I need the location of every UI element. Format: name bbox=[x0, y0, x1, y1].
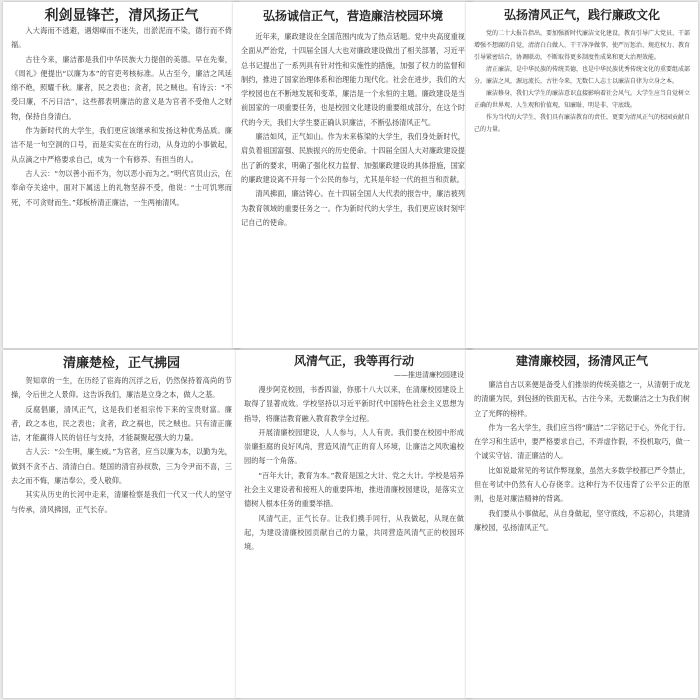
page-subtitle: ——推进清廉校园建设 bbox=[394, 371, 464, 379]
page-body bbox=[474, 28, 690, 136]
paragraph: 漫步阿克校园，书香四溢，你那十八大以来，在清廉校园建设上取得了显著成效。学校坚持以习近平新时代中国特色社会主义思想为指导，将廉洁教育融入教育教学全过程。 bbox=[244, 385, 464, 423]
document-page-6 bbox=[466, 350, 698, 698]
paragraph: 古往今来，廉洁都是我们中华民族大力提倡的美德。早在先秦，《周礼》便提出“以廉为本”的官吏考核标准。从古至今，廉洁之风延绵不绝，照耀千秋。廉者，民之表也；贪者，民之贼也。有诗云：“不受曰廉，不污曰洁”，这些都表明廉洁的意义是为官者不受他人之财物，保持自身清白。 bbox=[11, 54, 232, 121]
page-body bbox=[244, 383, 464, 555]
paragraph: 作为一名大学生，我们应当将“廉洁”二字铭记于心，外化于行。在学习和生活中，要严格要求自己，不弄虚作假，不投机取巧，做一个诚实守信、清正廉洁的人。 bbox=[474, 422, 690, 461]
paragraph: 廉洁自古以来便是备受人们推崇的传统美德之一，从清朝于成龙的清廉为民，到包拯的铁面无私，古往今来，无数廉洁之士为我们树立了光辉的榜样。 bbox=[474, 380, 690, 418]
paragraph: 比如说最常见的考试作弊现象，虽然大多数学校都已严令禁止，但在考试中仍然有人心存侥幸。这种行为不仅违背了公平公正的原则，也是对廉洁精神的背离。 bbox=[474, 465, 690, 504]
page-body bbox=[11, 374, 232, 517]
page-body bbox=[241, 30, 465, 230]
paragraph: 作为当代的大学生，我们具有廉洁教育的责任，更要为清风正气的校园贡献自己的力量。 bbox=[474, 114, 691, 133]
paragraph: “百年大计，教育为本。”教育是国之大计、党之大计。学校是培养社会主义建设者和接班人的重要阵地，推进清廉校园建设，是落实立德树人根本任务的重要举措。 bbox=[244, 470, 464, 509]
page-title: 利剑显锋芒，清风扬正气 bbox=[44, 8, 199, 24]
page-body bbox=[11, 24, 232, 210]
document-page-2 bbox=[233, 2, 473, 348]
paragraph: 风清气正，正气长存。让我们携手同行，从我做起，从现在做起，为建设清廉校园贡献自己的力量，共同营造风清气正的校园环境。 bbox=[244, 513, 464, 552]
paragraph: 古人云：“勿以善小而不为，勿以恶小而为之。”明代官员山云，在奉命夺关途中，面对下属送上的礼物坚辞不受，他说：“士可饥寒而死，不可贪财而生。”郑板桥清正廉洁，一生两袖清风。 bbox=[11, 168, 232, 207]
page-title: 清廉楚检，正气拂园 bbox=[62, 356, 180, 371]
paragraph: 廉洁如风，正气如山。作为未来栋梁的大学生，我们身处新时代，肩负着祖国富强、民族振兴的历史使命。十四届全国人大对廉政建设提出了新的要求，明确了强化权力监督、加强廉政建设的具体措施，国家的廉政建设离不开每一个公民的参与，尤其是年轻一代的担当和贡献。 bbox=[241, 132, 465, 184]
paragraph: 古人云：“公生明，廉生威。”为官者，应当以廉为本，以勤为先，做到不贪不占、清清白白。楚国的清官孙叔敖，三为令尹而不喜，三去之而不悔，廉洁奉公，受人敬仰。 bbox=[11, 447, 232, 486]
page-title: 风清气正，我等再行动 bbox=[293, 354, 414, 368]
paragraph: 清正廉洁，是中华民族的传统美德，也是中华民族优秀传统文化的重要组成部分。廉洁之风，源远流长。古往今来，无数仁人志士以廉洁自律为立身之本。 bbox=[474, 66, 691, 85]
paragraph: 入大海而不逃避，遇烟瘴而不迷失，出淤泥而不染，德行而不倚福。 bbox=[11, 26, 232, 50]
page-title: 弘扬清风正气，践行廉政文化 bbox=[503, 8, 660, 22]
page-title: 建清廉校园，扬清风正气 bbox=[515, 354, 648, 368]
page-title: 弘扬诚信正气，营造廉洁校园环境 bbox=[262, 9, 443, 23]
paragraph: 反腐倡廉，清风正气，这是我们老祖宗传下来的宝贵财富。廉者，政之本也，民之表也；贪者，政之祸也，民之贼也。只有清正廉洁，才能赢得人民的信任与支持，才能凝聚起强大的力量。 bbox=[11, 404, 232, 443]
paragraph: 其实从历史的长河中走来，清廉检察是我们一代又一代人的坚守与传承，清风拂园，正气长存。 bbox=[11, 490, 232, 514]
document-page-1 bbox=[3, 2, 240, 348]
paragraph: 廉洁修身，我们大学生的廉洁意识直接影响着社会风气。大学生应当自觉树立正确的世界观、人生观和价值观，知廉耻、明是非、守底线。 bbox=[474, 90, 691, 109]
paragraph: 党的二十大报告指出，要加强新时代廉洁文化建设，教育引导广大党员、干部增强不想腐的自觉，清清白白做人、干干净净做事，使严厉惩治、规范权力、教育引导紧密结合，协调联动，不断取得更多制度性成果和更大治理效能。 bbox=[474, 30, 691, 61]
paragraph: 贺知章的一生，在历经了宦海的沉浮之后，仍然保持着高尚的节操，令后世之人景仰。这告诉我们，廉洁是立身之本，做人之基。 bbox=[11, 376, 232, 400]
document-page-5 bbox=[236, 350, 472, 698]
document-page-4 bbox=[3, 350, 240, 698]
paragraph: 清风拂面，廉洁铸心。在十四届全国人大代表的报告中，廉洁被列为教育领域的重要任务之一。作为新时代的大学生，我们更应该时刻牢记自己的使命。 bbox=[241, 189, 465, 227]
paragraph: 作为新时代的大学生，我们更应该继承和发扬这种优秀品质。廉洁不是一句空洞的口号，而是实实在在的行动，从身边的小事做起，从点滴之中严格要求自己，成为一个有修养、有担当的人。 bbox=[11, 126, 232, 164]
paragraph: 近年来，廉政建设在全国范围内成为了热点话题。党中央高度重视全面从严治党，十四届全国人大也对廉政建设做出了相关部署，习近平总书记提出了一系列具有针对性和实施性的措施，加强了权力的监督和制约，推进了国家治理体系和治理能力现代化。社会在进步，我们的大学校园也在不断地发展和变革，廉洁是一个永恒的主题。廉政建设是当前国家的一项重要任务，也是校园文化建设的重要组成部分，在这个时代的今天，我们大学生要正确认识廉洁，不断弘扬清风正气。 bbox=[241, 32, 465, 127]
page-body bbox=[474, 378, 690, 535]
paragraph: 我们要从小事做起，从自身做起，坚守底线，不忘初心，共建清廉校园，弘扬清风正气。 bbox=[474, 508, 690, 532]
paragraph: 开展清廉校园建设，人人参与，人人有责。我们要在校园中形成崇廉拒腐的良好风尚，营造风清气正的育人环境，让廉洁之风吹遍校园的每一个角落。 bbox=[244, 427, 464, 466]
document-page-3 bbox=[466, 2, 698, 348]
